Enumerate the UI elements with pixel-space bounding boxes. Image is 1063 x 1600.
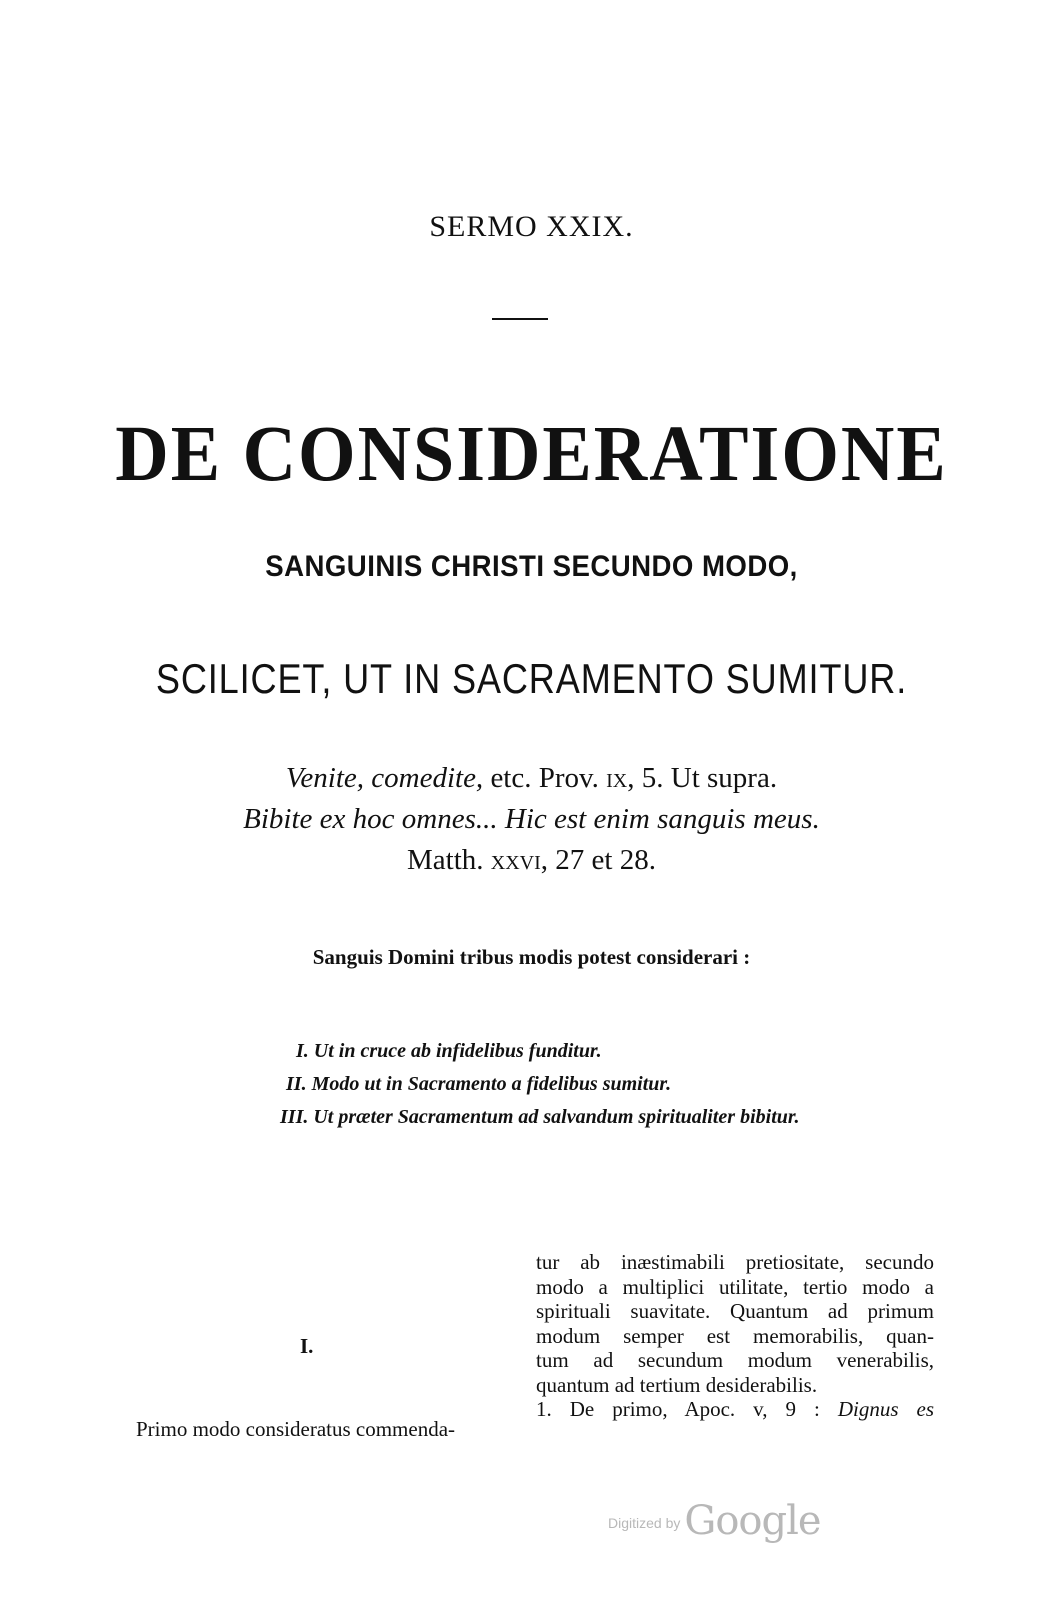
right-column-last-line [536, 1397, 934, 1422]
watermark-brand: Google [684, 1498, 821, 1544]
division-item-2: II. Modo ut in Sacramento a fidelibus sumitur. [286, 1073, 672, 1095]
citation-quote: Dignus es [837, 1397, 934, 1421]
epigraph-chapter: ix [606, 762, 628, 794]
right-column-line: quantum ad tertium desiderabilis. [536, 1372, 818, 1397]
section-number: I. [300, 1334, 314, 1358]
watermark-prefix: Digitized by [608, 1515, 681, 1531]
epigraph-citation-b: , 5. Ut supra. [627, 762, 778, 794]
epigraph-line-1 [0, 758, 1063, 798]
main-title: DE CONSIDERATIONE [115, 409, 948, 499]
right-column-line: modum semper est memorabilis, quan- [536, 1323, 934, 1348]
right-column-line: tum ad secundum modum venerabilis, [536, 1348, 934, 1372]
right-column [536, 1250, 934, 1422]
epigraph-line-3 [0, 840, 1063, 880]
epigraph-chapter-2: xxvi [490, 844, 541, 876]
sermon-number: SERMO XXIX. [429, 210, 634, 243]
title-divider [492, 318, 548, 320]
epigraph-book: Matth. [407, 844, 491, 876]
left-column-text: Primo modo consideratus commenda- [136, 1417, 456, 1441]
citation-text: 1. De primo, Apoc. v, 9 : [536, 1397, 838, 1421]
subtitle-line-1: SANGUINIS CHRISTI SECUNDO MODO, [265, 550, 798, 583]
epigraph-verses: , 27 et 28. [540, 844, 656, 876]
epigraph-quote: Venite, comedite, [285, 762, 484, 794]
epigraph-citation-a: etc. Prov. [483, 762, 607, 794]
right-column-line: modo a multiplici utilitate, tertio modo a [536, 1274, 934, 1299]
intro-sentence: Sanguis Domini tribus modis potest considerari : [312, 945, 751, 969]
epigraph-line-2: Bibite ex hoc omnes... Hic est enim sanguis meus. [243, 803, 820, 835]
division-item-3: III. Ut præter Sacramentum ad salvandum spiritualiter bibitur. [280, 1106, 800, 1128]
digitized-watermark [608, 1498, 821, 1544]
right-column-line: tur ab inæstimabili pretiositate, secundo [536, 1250, 934, 1274]
division-item-1: I. Ut in cruce ab infidelibus funditur. [296, 1040, 602, 1062]
right-column-line: spirituali suavitate. Quantum ad primum [536, 1299, 934, 1323]
subtitle-line-2: SCILICET, UT IN SACRAMENTO SUMITUR. [155, 655, 908, 702]
